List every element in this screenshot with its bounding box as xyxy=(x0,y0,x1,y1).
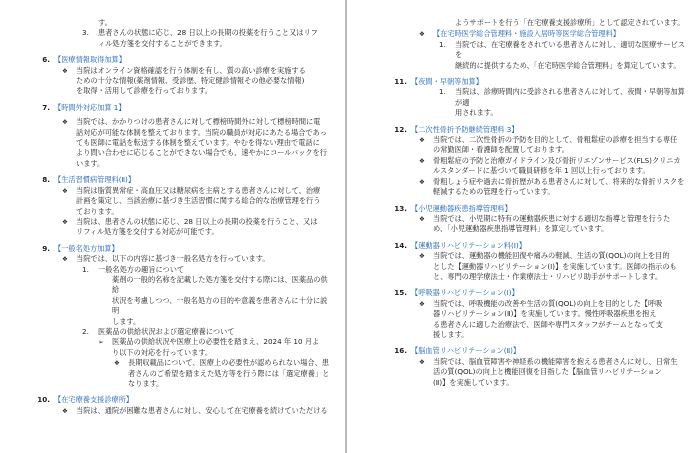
section-heading: 11. 【夜間・早朝等加算】 xyxy=(394,77,483,87)
section-12 xyxy=(389,125,689,198)
arrow-bullet-icon: ➢ xyxy=(98,338,104,347)
list-item: 3. 患者さんの状態に応じ、28 日以上の長期の投薬を行うこと又はリフ ィル処方箋を交付することができます。 xyxy=(82,28,318,48)
section-heading: 13. 【小児運動器疾患指導管理料】 xyxy=(394,203,512,213)
section-6 xyxy=(32,55,332,97)
section-8 xyxy=(32,175,332,237)
section-heading: 12. 【二次性骨折予防継続管理料 3】 xyxy=(394,124,519,134)
diamond-bullet-icon: ❖ xyxy=(419,214,425,223)
section-13 xyxy=(389,204,689,235)
section-heading: 6. 【医療情報取得加算】 xyxy=(42,55,126,65)
bullet-item: ❖ 当院は、患者さんの状態に応じ、28 日以上の長期の投薬を行うこと、又は リフィル処方箋を交付する対応が可能です。 xyxy=(62,216,318,237)
bullet-item: ❖ 当院では、呼吸機能の改善や生活の質(QOL)の向上を目的とした【呼吸 器リハビリテーション(Ⅱ)】を実施しています。慢性呼吸器疾患を抱え る患者さんに適した治療法で、医師や専門スタッフがチームとなって支 援します。 xyxy=(419,298,663,339)
diamond-bullet-icon: ❖ xyxy=(114,359,120,368)
bullet-item: ❖ 当院では、小児期に特有の運動器疾患に対する適切な指導と管理を行うた め、「小児運動器疾患指導管理料」を算定しています。 xyxy=(419,213,671,234)
section-15 xyxy=(389,288,689,340)
arrow-bullet-item: ➢ 医薬品の供給状況や医療上の必要性を踏まえ、2024 年 10 月よ り以下の対応を行っています。 xyxy=(98,337,320,357)
diamond-bullet-icon: ❖ xyxy=(419,299,425,308)
bullet-item: ❖ 当院は、通院が困難な患者さんに対し、安心して在宅療養を続けていただける xyxy=(62,405,328,415)
section-9 xyxy=(32,244,332,390)
continued-text: す。 xyxy=(98,18,112,27)
diamond-bullet-icon: ❖ xyxy=(419,252,425,261)
continued-text: ようサポートを行う「在宅療養支援診療所」として認定されています。 xyxy=(455,18,685,27)
section-16 xyxy=(389,346,689,388)
diamond-bullet-icon: ❖ xyxy=(62,217,68,226)
bullet-item: ❖ 当院では、運動器の機能回復や痛みの軽減、生活の質(QOL)の向上を目的 とした【運動器リハビリテーション(Ⅰ)】を実施しています。医師の指示のも と、専門の理学療法士・作業療法士・リハビリ助手がサポートします。 xyxy=(419,251,677,281)
section-heading: 9. 【一般名処方加算】 xyxy=(42,243,119,253)
diamond-bullet-icon: ❖ xyxy=(62,118,68,127)
section-7 xyxy=(32,103,332,169)
section-11 xyxy=(389,77,689,119)
list-item: 1. 当院では、在宅療養をされている患者さんに対し、適切な医療サービスを 継続的に提供するため、「在宅時医学総合管理料」を算定しています。 xyxy=(439,39,686,70)
bullet-item: ❖ 当院は脂質異常症・高血圧又は糖尿病を主病とする患者さんに対して、治療 計画を策定し、当該治療に基づき生活習慣に関する総合的な治療管理を行う ております。 xyxy=(62,185,321,216)
section-10-continued xyxy=(389,29,689,71)
diamond-bullet-icon: ❖ xyxy=(419,136,425,145)
diamond-bullet-icon: ❖ xyxy=(419,177,425,186)
section-10 xyxy=(32,395,332,416)
bullet-item: ❖ 骨粗鬆症の予防と治療ガイドライン及び骨折リエゾンサービス(FLS)クリニカ ルスタンダードに基づいて職員研修を年 1 回以上行っております。 xyxy=(419,155,681,176)
section-heading: 10. 【在宅療養支援診療所】 xyxy=(37,395,134,405)
bullet-item: ❖ 当院では、脳血管障害や神経系の機能障害を抱える患者さんに対し、日常生 活の質(QOL)の向上と機能回復を目指した【脳血管リハビリテーション (Ⅱ)】を実施しています。 xyxy=(419,356,678,387)
diamond-bullet-icon: ❖ xyxy=(419,30,425,39)
bullet-item: ❖ 【在宅時医学総合管理料・施設入居時等医学総合管理料】 xyxy=(419,29,620,39)
left-page xyxy=(0,0,346,453)
section-14 xyxy=(389,241,689,283)
item-number: 3. xyxy=(82,28,89,38)
bullet-item: ❖ 骨粗しょう症や過去に骨折歴がある患者さんに対して、将来的な骨折リスクを 軽減するための管理を行っています。 xyxy=(419,176,685,197)
section-heading: 14. 【運動器リハビリテーション料(Ⅰ)】 xyxy=(394,240,526,250)
list-item-body: 薬剤の一般的名称を記載した処方箋を交付する際には、医薬品の供給 状況を考慮しつつ、一般名処方の目的や意義を患者さんに十分に説明 します。 xyxy=(112,274,328,326)
section-heading: 7. 【時間外対応加算 1】 xyxy=(42,102,126,112)
diamond-bullet-icon: ❖ xyxy=(419,156,425,165)
diamond-bullet-icon: ❖ xyxy=(62,406,68,415)
list-item: 2. 医薬品の供給状況および選定療養について xyxy=(82,326,235,336)
bullet-item: ❖ 当院では、以下の内容に基づき一般名処方を行っています。 xyxy=(62,254,270,264)
bullet-item: ❖ 当院では、かかりつけの患者さんに対して標榜時間外に対して標榜時間に電 話対応が可能な体制を整えております。当院の職員が対応にあたる場合であっ ても医師に電話を転送する体制を整えています。やむを得ない理由で電話に より問い合わせに応じることができない場合でも、速やかにコールバックを行 います。 xyxy=(62,117,327,168)
bullet-item: ❖ 当院では、二次性骨折の予防を目的として、骨粗鬆症の診療を担当する専任 の常勤医師・看護師を配置しております。 xyxy=(419,135,678,155)
diamond-bullet-icon: ❖ xyxy=(419,357,425,366)
right-page xyxy=(347,0,700,453)
section-heading: 8. 【生活習慣病管理料(Ⅱ)】 xyxy=(42,175,136,185)
list-item: 1. 一般名処方の趣旨について xyxy=(82,264,185,274)
diamond-bullet-icon: ❖ xyxy=(62,66,68,75)
list-item: 1. 当院は、診療時間内に受診される患者さんに対して、夜間・早朝等加算が適 用されます。 xyxy=(439,87,685,118)
bullet-item: ❖ 長期収載品について、医療上の必要性が認められない場合、患 者さんのご希望を踏まえた処方等を行う際には「選定療養」と なります。 xyxy=(114,358,330,388)
left-column xyxy=(32,18,332,416)
right-column xyxy=(389,18,689,388)
bullet-item: ❖ 当院はオンライン資格確認を行う体制を有し、質の高い診療を実施する ための十分な情報(薬剤情報、受診歴、特定健診情報その他必要な情報) を取得・活用して診療を行っております。 xyxy=(62,65,306,96)
section-heading: 16. 【脳血管リハビリテーション(Ⅱ)】 xyxy=(394,346,521,356)
diamond-bullet-icon: ❖ xyxy=(62,255,68,264)
section-heading: 15. 【呼吸器リハビリテーション(Ⅰ)】 xyxy=(394,288,519,298)
diamond-bullet-icon: ❖ xyxy=(62,186,68,195)
